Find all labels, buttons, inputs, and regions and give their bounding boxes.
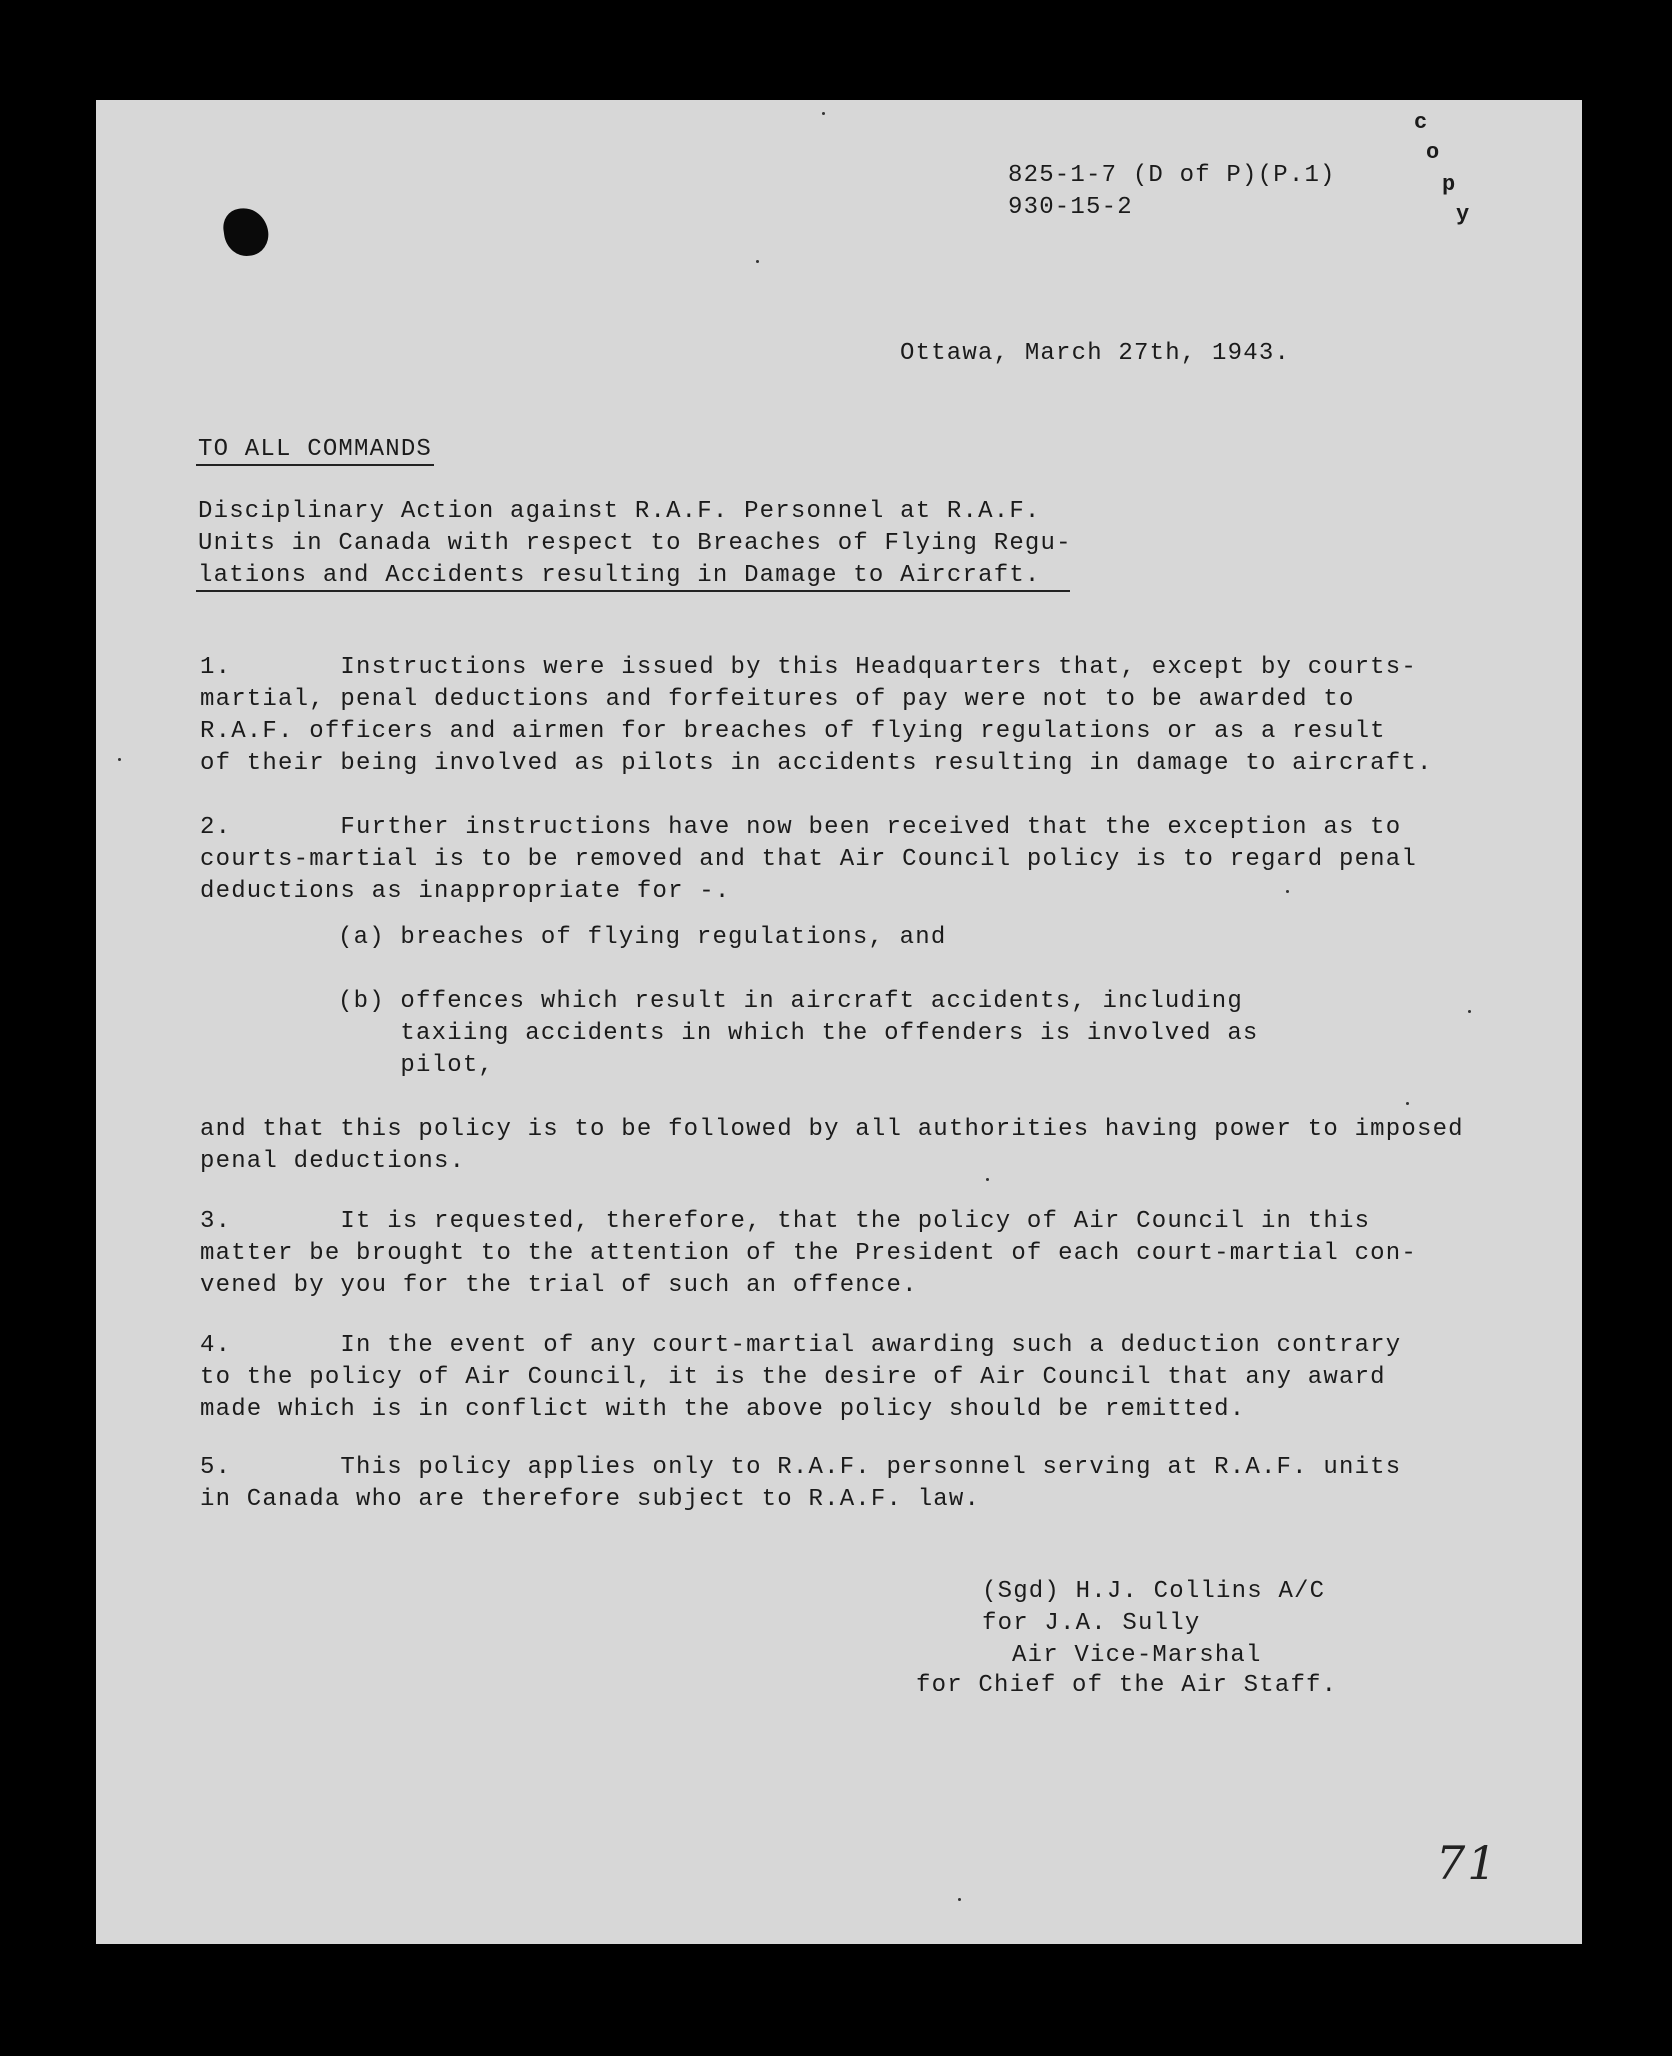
- copy-stamp-letter-p: p: [1442, 172, 1456, 197]
- subject-block: [198, 496, 1072, 592]
- paper-speck: [822, 112, 825, 115]
- signature-line-4: for Chief of the Air Staff.: [916, 1672, 1338, 1699]
- reference-line-2: 930-15-2: [1008, 194, 1133, 221]
- ink-blot: [221, 205, 271, 259]
- list-item-b: [338, 986, 1259, 1082]
- paragraph-line: R.A.F. officers and airmen for breaches of flying regulations or as a result: [200, 718, 1386, 745]
- list-item-a: [338, 922, 947, 954]
- paragraph-line: matter be brought to the attention of the President of each court-martial con-: [200, 1240, 1417, 1267]
- paragraph-line: in Canada who are therefore subject to R.A.F. law.: [200, 1486, 981, 1513]
- paragraph-line: 1. Instructions were issued by this Headquarters that, except by courts-: [200, 654, 1417, 681]
- paragraph-line: courts-martial is to be removed and that Air Council policy is to regard penal: [200, 846, 1417, 873]
- paragraph-line: vened by you for the trial of such an offence.: [200, 1272, 918, 1299]
- date-line: Ottawa, March 27th, 1943.: [900, 340, 1291, 367]
- subject-underline: [196, 590, 1070, 592]
- paper-speck: [118, 758, 121, 761]
- paragraph-line: penal deductions.: [200, 1148, 466, 1175]
- copy-stamp-letter-c: c: [1414, 110, 1428, 135]
- document-page: [96, 100, 1582, 1944]
- subject-line-1: Disciplinary Action against R.A.F. Personnel at R.A.F.: [198, 498, 1041, 525]
- paragraph-line: 3. It is requested, therefore, that the policy of Air Council in this: [200, 1208, 1371, 1235]
- paragraph-5: [200, 1452, 1401, 1516]
- reference-numbers: [1008, 160, 1336, 224]
- paper-speck: [756, 260, 759, 263]
- list-item-line: (a) breaches of flying regulations, and: [338, 924, 947, 951]
- paper-speck: [1286, 890, 1289, 893]
- paragraph-line: martial, penal deductions and forfeitures of pay were not to be awarded to: [200, 686, 1355, 713]
- signature-line-2: for J.A. Sully: [982, 1610, 1201, 1637]
- list-item-line: taxiing accidents in which the offenders is involved as: [338, 1020, 1259, 1047]
- paragraph-4: [200, 1330, 1401, 1426]
- paper-speck: [1468, 1010, 1471, 1013]
- paragraph-3: [200, 1206, 1417, 1302]
- addressee-heading: TO ALL COMMANDS: [198, 436, 433, 463]
- reference-line-1: 825-1-7 (D of P)(P.1): [1008, 162, 1336, 189]
- paragraph-line: of their being involved as pilots in accidents resulting in damage to aircraft.: [200, 750, 1433, 777]
- paragraph-line: deductions as inappropriate for -.: [200, 878, 731, 905]
- signature-block: [912, 1576, 1338, 1768]
- paragraph-line: and that this policy is to be followed by all authorities having power to imposed: [200, 1116, 1464, 1143]
- paragraph-2-continuation: [200, 1114, 1464, 1178]
- paragraph-2: [200, 812, 1417, 908]
- paragraph-line: 5. This policy applies only to R.A.F. personnel serving at R.A.F. units: [200, 1454, 1402, 1481]
- subject-line-2: Units in Canada with respect to Breaches of Flying Regu-: [198, 530, 1072, 557]
- copy-stamp-letter-y: y: [1456, 202, 1470, 227]
- paragraph-line: 4. In the event of any court-martial awarding such a deduction contrary: [200, 1332, 1402, 1359]
- signature-line-3: Air Vice-Marshal: [1012, 1642, 1262, 1669]
- list-item-line: (b) offences which result in aircraft accidents, including: [338, 988, 1243, 1015]
- paragraph-line: to the policy of Air Council, it is the desire of Air Council that any award: [200, 1364, 1386, 1391]
- paper-speck: [1406, 1102, 1409, 1105]
- addressee-underline: [196, 464, 434, 466]
- paper-speck: [958, 1898, 961, 1901]
- handwritten-page-number: 71: [1436, 1836, 1499, 1890]
- signature-line-1: (Sgd) H.J. Collins A/C: [982, 1578, 1326, 1605]
- list-item-line: pilot,: [338, 1052, 495, 1079]
- paragraph-line: made which is in conflict with the above policy should be remitted.: [200, 1396, 1246, 1423]
- paragraph-1: [200, 652, 1433, 780]
- paper-speck: [986, 1178, 989, 1181]
- copy-stamp-letter-o: o: [1426, 140, 1440, 165]
- subject-line-3: lations and Accidents resulting in Damage to Aircraft.: [198, 562, 1041, 589]
- paragraph-line: 2. Further instructions have now been received that the exception as to: [200, 814, 1402, 841]
